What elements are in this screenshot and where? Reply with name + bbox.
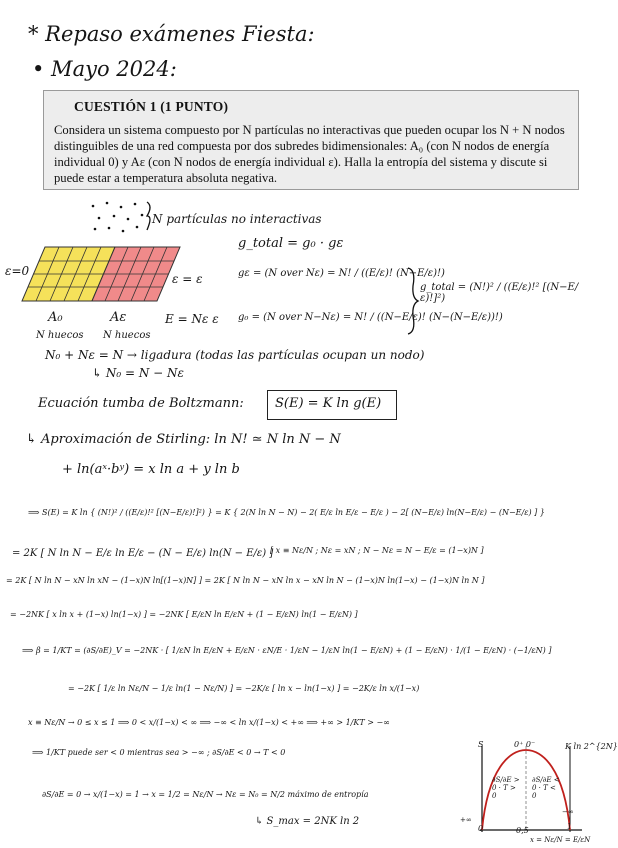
section-subtitle: • Mayo 2024: — [32, 57, 177, 81]
max-entropy-line: ∂S/∂E = 0 → x/(1−x) = 1 → x = 1/2 = Nε/N → Nε = N₀ = N/2 máximo de entropía — [42, 790, 369, 799]
graph-max-label: K ln 2^{2N} — [565, 742, 618, 751]
label-holes-a0: N huecos — [36, 330, 84, 341]
label-holes-ae: N huecos — [103, 330, 151, 341]
beta-line-2: = −2K [ 1/ε ln Nε/N − 1/ε ln(1 − Nε/N) ] = −2K/ε [ ln x − ln(1−x) ] = −2K/ε ln x/(1−x) — [68, 684, 420, 693]
substitution: [ x ≡ Nε/N ; Nε = xN ; N − Nε = N − E/ε = (1−x)N ] — [270, 546, 484, 555]
graph-left-region: ∂S/∂E > 0 · T > 0 — [492, 776, 520, 800]
label-ee: ε = ε — [172, 272, 203, 286]
label-e0: ε=0 — [5, 264, 30, 278]
entropy-line-3: = 2K [ N ln N − xN ln xN − (1−x)N ln[(1−x)N] ] = 2K [ N ln N − xN ln x − xN ln N − (1−x)N ln(1−x) − (1−x)N ln N ] — [6, 576, 485, 585]
entropy-line-1: ⟹ S(E) = K ln { (N!)² / ((E/ε)!² [(N−E/ε)!]²) } = K { 2(N ln N − N) − 2( E/ε ln E/ε − E/ε ) − 2[ (N−E/ε) ln(N−E/ε) − (N−E/ε) ] } — [28, 508, 545, 517]
particles-label: N partículas no interactivas — [152, 212, 322, 226]
graph-right-temp: −∞ — [562, 808, 574, 816]
boltzmann-equation: S(E) = K ln g(E) — [275, 396, 382, 411]
stirling-approximation: ↳ Aproximación de Stirling: ln N! ≃ N ln N − N — [26, 432, 341, 447]
label-a0: A₀ — [48, 310, 63, 325]
log-rule: + ln(aˣ·bʸ) = x ln a + y ln b — [62, 462, 240, 477]
negative-temperature: ⟹ 1/KT puede ser < 0 mientras sea > −∞ ; ∂S/∂E < 0 → T < 0 — [32, 748, 286, 757]
g-e-formula: gε = (N over Nε) = N! / ((E/ε)! (N−E/ε)!) — [238, 268, 445, 279]
particles-dots-illustration — [85, 198, 155, 238]
graph-x-origin: 0 — [478, 824, 484, 833]
beta-line-1: ⟹ β = 1/KT = (∂S/∂E)_V = −2NK · [ 1/εN ln E/εN + E/εN · εN/E · 1/εN − 1/εN ln(1 − E/εN) + (1 − E/εN) · 1/(1 − E/εN) · (−1/εN) ] — [22, 646, 552, 655]
graph-left-temp: +∞ — [460, 816, 472, 824]
g-total-result: g_total = (N!)² / ((E/ε)!² [(N−E/ε)!]²) — [420, 282, 579, 304]
question-box — [43, 90, 579, 190]
question-title: CUESTIÓN 1 (1 PUNTO) — [74, 99, 229, 114]
graph-right-region: ∂S/∂E < 0 · T < 0 — [532, 776, 560, 800]
g-0-formula: g₀ = (N over N−Nε) = N! / ((N−E/ε)! (N−(N−E/ε))!) — [238, 312, 503, 323]
graph-y-label: S — [478, 740, 484, 749]
n-constraint: N₀ + Nε = N → ligadura (todas las partículas ocupan un nodo) — [45, 348, 425, 362]
entropy-line-4: = −2NK [ x ln x + (1−x) ln(1−x) ] = −2NK [ E/εN ln E/εN + (1 − E/εN) ln(1 − E/εN) ] — [10, 610, 358, 619]
label-ae: Aε — [110, 310, 127, 325]
boltzmann-box — [267, 390, 397, 420]
g-total-formula: g_total = g₀ · gε — [238, 236, 344, 251]
graph-x-mid: 0,5 — [516, 826, 529, 835]
energy-equation: E = Nε ε — [165, 312, 219, 326]
graph-x-definition: x = Nε/N = E/εN — [530, 836, 591, 844]
n0-relation: ↳ N₀ = N − Nε — [92, 366, 184, 380]
entropy-line-2: = 2K [ N ln N − E/ε ln E/ε − (N − E/ε) ln(N − E/ε) ] — [12, 548, 274, 559]
graph-x-end: 1 — [567, 822, 573, 831]
graph-top-label: 0⁺ 0⁻ — [514, 740, 536, 749]
brace-icon — [406, 266, 420, 336]
question-body: Considera un sistema compuesto por N partículas no interactivas que pueden ocupar los N + N nodos distinguibles de una red compuesta por dos subredes bidimensionales: A₀ (con N nodos de energía individual 0) y Aε (con N nodos de energía individual ε). Halla la entropía del sistema y discute si puede estar a temperatura absoluta negativa. — [54, 123, 565, 185]
lattice-diagram — [20, 245, 185, 305]
boltzmann-label: Ecuación tumba de Boltzmann: — [38, 396, 244, 411]
page-title: * Repaso exámenes Fiesta: — [28, 22, 315, 46]
range-line: x ≡ Nε/N → 0 ≤ x ≤ 1 ⟹ 0 < x/(1−x) < ∞ ⟹ −∞ < ln x/(1−x) < +∞ ⟹ +∞ > 1/KT > −∞ — [28, 718, 390, 727]
s-max: ↳ S_max = 2NK ln 2 — [255, 816, 360, 827]
